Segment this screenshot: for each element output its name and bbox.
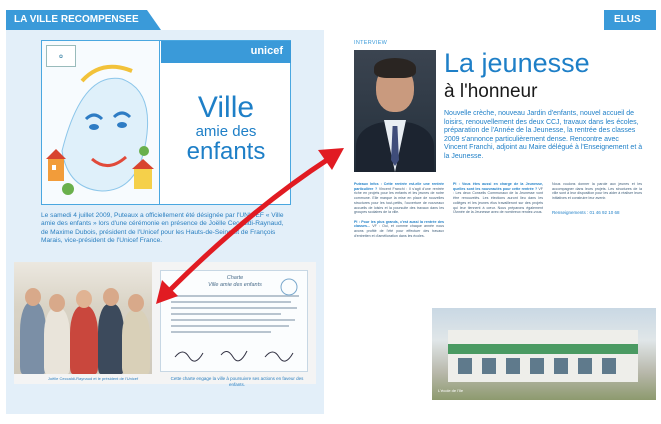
charter-signatures — [161, 271, 309, 373]
left-page — [6, 10, 324, 414]
charter-document — [160, 270, 308, 372]
poster-title-enfants: enfants — [186, 138, 266, 165]
building-caption: L'école de l'Ile — [438, 388, 464, 393]
right-page — [336, 10, 656, 414]
unicef-banner — [161, 41, 291, 63]
left-section-tag: LA VILLE RECOMPENSEE — [6, 10, 147, 30]
article-title: La jeunesse — [444, 48, 590, 78]
photo-block — [14, 262, 316, 387]
building-photo — [432, 308, 656, 400]
contact-info: Renseignements : 01 46 92 10 68 — [552, 209, 620, 215]
ville-amie-poster — [41, 40, 291, 205]
charter-caption: Cette charte engage la ville à poursuivre ses actions en faveur des enfants. — [170, 376, 304, 387]
question-3: PI : Vous êtes aussi en charge de la Jeunesse, quelles sont les nouveautés pour cette rentrée ? — [453, 182, 543, 191]
question-2: PI : Pour les plus grands, c'est aussi la rentrée des classes... — [354, 219, 444, 229]
article-column-3 — [552, 182, 642, 216]
article-subtitle: à l'honneur — [444, 81, 538, 102]
answer-3: VF : Les deux Conseils Communaux de la Jeunesse vont être renouvelés. Les élections auront lieu dans les collèges et les jeunes élus travailleront sur des projets qui leur tiennent à cœur. Nous préparons également l'Année de la Jeunesse avec de nombreux rendez-vous. — [453, 186, 543, 215]
poster-child-drawing — [42, 41, 160, 204]
article-column-1 — [354, 182, 444, 238]
poster-title-ville: Ville — [197, 91, 255, 124]
left-header-bar — [6, 10, 324, 30]
photo-caption: Joëlle Ceccaldi-Raynaud et le président de l'Unicef — [47, 376, 139, 381]
question-1: Puteaux Infos : Cette rentrée est-elle une rentrée particulière ? — [354, 182, 444, 191]
answer-2: VF : Oui, et comme chaque année nous avons profité de l'été pour effectuer des travaux d'entretien et d'amélioration dans les écoles. — [354, 224, 444, 238]
portrait-photo — [354, 50, 436, 172]
right-section-tag: ELUS — [604, 10, 656, 30]
article-column-2 — [453, 182, 543, 215]
charter-title-line2: Ville amie des enfants — [208, 281, 262, 288]
answer-4: Nous voulons donner la parole aux jeunes et les accompagner dans leurs projets. Les structures de la ville sont à leur disposition pour les aider à réaliser leurs initiatives et construire leur avenir. — [552, 182, 642, 201]
poster-title-amie: amie des — [195, 123, 257, 140]
charter-title-line1: Charte — [226, 275, 244, 281]
poster-title-panel — [161, 41, 291, 204]
poster-title — [161, 93, 291, 164]
intro-paragraph: Le samedi 4 juillet 2009, Puteaux a officiellement été désignée par l'UNICEF « Ville amie des enfants » lors d'une cérémonie en présence de Joëlle Ceccaldi-Raynaud, de Maxime Dubois, président de l'Unicef pour les Hauts-de-Seine et de François Marais, vice-président de l'Unicef France. — [41, 212, 284, 245]
unicef-logo-text: unicef — [250, 45, 283, 57]
answer-1: Vincent Franchi : Il s'agit d'une rentrée riche en projets pour les enfants et les jeunes de notre commune. Elle marque la mise en place de nouvelles structures pour les tout-petits, l'ouverture de nouveaux accueils de loisirs et la poursuite des travaux dans les groupes scolaires de la ville. — [354, 186, 444, 215]
ville-logo: ✿ — [46, 45, 76, 67]
article-lead: Nouvelle crèche, nouveau Jardin d'enfants, nouvel accueil de loisirs, renouvellement des deux CCJ, travaux dans les écoles, préparation de l'Année de la Jeunesse, la rentrée des classes 2009 s'annonce particulièrement dense. Rencontre avec Vincent Franchi, adjoint au Maire délégué à l'Enseignement et à la Jeunesse. — [444, 110, 643, 160]
interview-kicker: INTERVIEW — [354, 40, 388, 46]
group-photo — [14, 262, 152, 374]
